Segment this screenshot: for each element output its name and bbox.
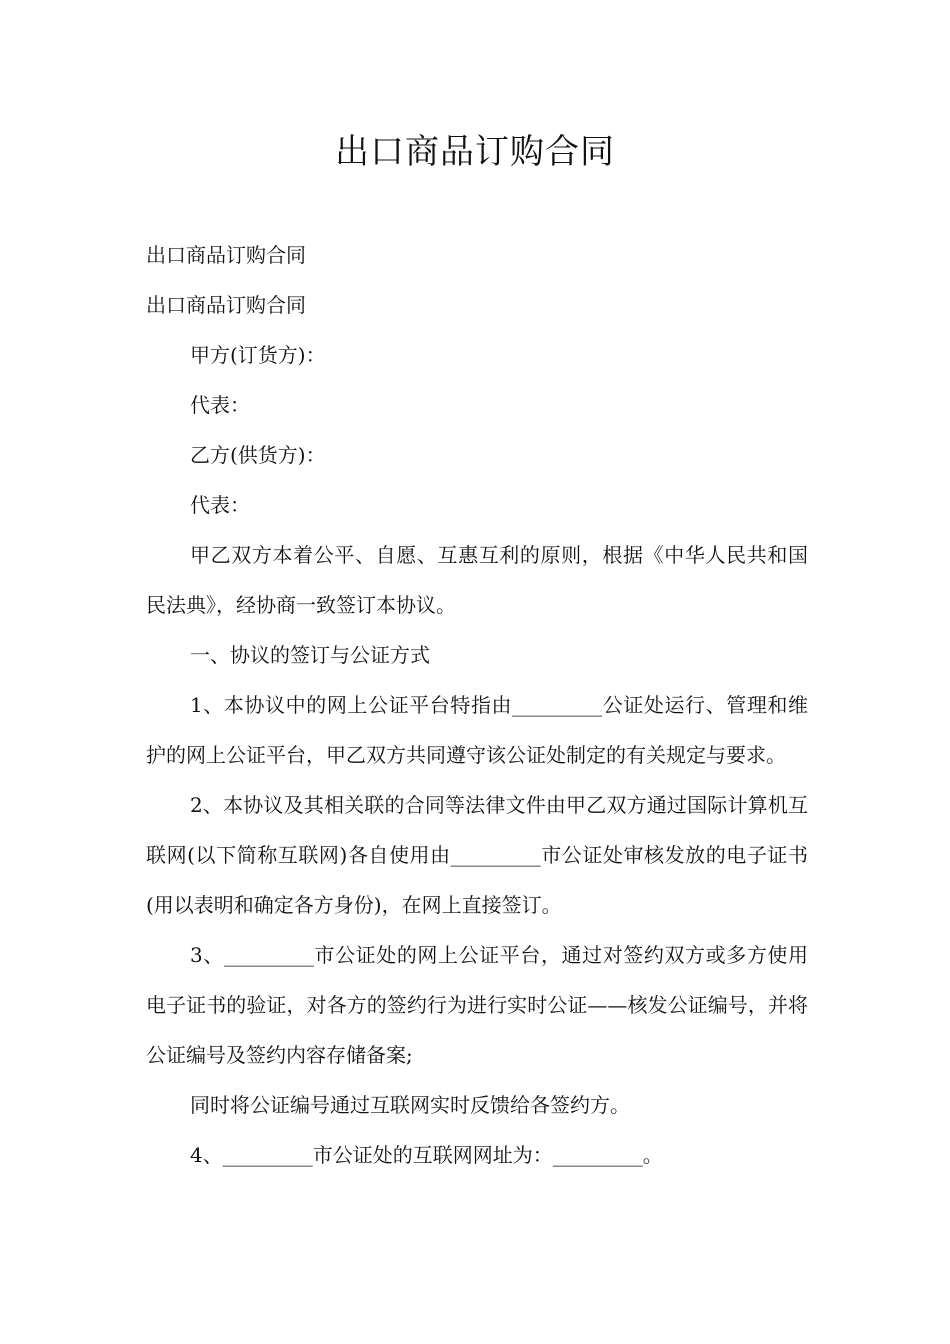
party-a-representative: 代表： (190, 393, 250, 417)
clause-4: 4、_________市公证处的互联网网址为：_________。 (190, 1143, 663, 1167)
party-b-line: 乙方(供货方)： (190, 443, 326, 467)
clause-3-continuation: 同时将公证编号通过互联网实时反馈给各签约方。 (190, 1093, 630, 1117)
document-body (146, 230, 808, 1180)
party-a-line: 甲方(订货方)： (190, 343, 326, 367)
party-b-representative: 代表： (190, 493, 250, 517)
paragraph-heading-2: 出口商品订购合同 (146, 293, 306, 317)
section-heading-1: 一、协议的签订与公证方式 (190, 643, 430, 667)
paragraph-heading-1: 出口商品订购合同 (146, 243, 306, 267)
clause-3: 3、_________市公证处的网上公证平台，通过对签约双方或多方使用电子证书的验证，对各方的签约行为进行实时公证——核发公证编号，并将公证编号及签约内容存储备案; (146, 943, 808, 1067)
clause-1: 1、本协议中的网上公证平台特指由_________公证处运行、管理和维护的网上公证平台，甲乙双方共同遵守该公证处制定的有关规定与要求。 (146, 693, 808, 767)
preamble-paragraph: 甲乙双方本着公平、自愿、互惠互利的原则，根据《中华人民共和国民法典》，经协商一致签订本协议。 (146, 543, 808, 617)
clause-2: 2、本协议及其相关联的合同等法律文件由甲乙双方通过国际计算机互联网(以下简称互联网)各自使用由_________市公证处审核发放的电子证书(用以表明和确定各方身份)，在网上直接签订。 (146, 793, 808, 917)
document-title: 出口商品订购合同 (335, 132, 615, 172)
